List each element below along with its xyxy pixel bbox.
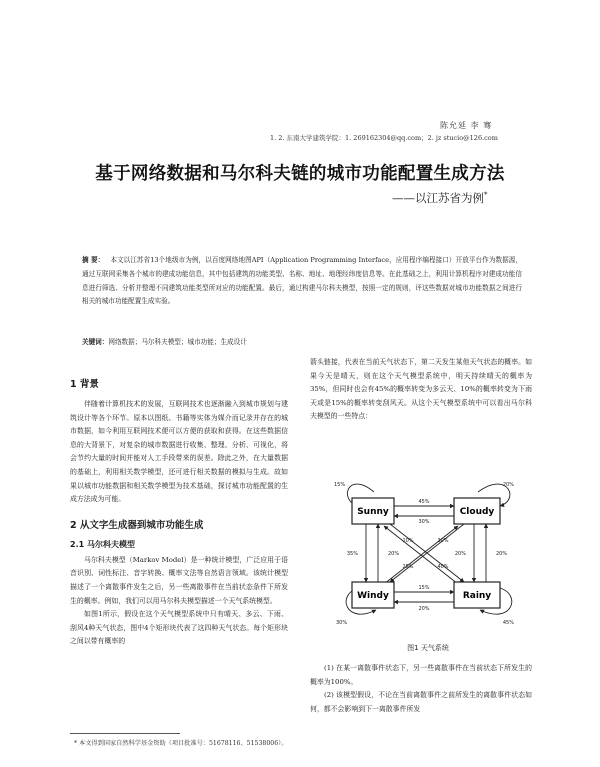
edge-label: 10% bbox=[402, 538, 414, 544]
edge-label: 35% bbox=[346, 551, 358, 557]
section-2-1-heading: 2.1 马尔科夫模型 bbox=[70, 539, 135, 549]
node-label-sunny: Sunny bbox=[357, 507, 389, 517]
edge-label: 40% bbox=[437, 564, 449, 570]
edge-label: 20% bbox=[388, 551, 400, 557]
right-column-list bbox=[310, 662, 532, 716]
section-2-paragraph-2: 如图1所示，假设在这个天气模型系统中只有晴天、多云、下雨、刮风4种天气状态，图中4个矩形块代表了这四种天气状态。每个矩形块之间以带有概率的 bbox=[70, 610, 288, 646]
keywords-label: 关键词： bbox=[82, 338, 109, 346]
paper-subtitle bbox=[392, 190, 488, 206]
edge-label: 20% bbox=[454, 551, 466, 557]
abstract-text: 本文以江苏省13个地级市为例，以百度网络地图API（Application Programming Interface，应用程序编程接口）开放平台作为数据源，通过互联网采集各个城市的建成功能信息，其中包括建筑的功能类型、名称、地址、地理经纬度信息等。在此基础之上，利用计算机程序对建成功能信息进行筛选、分析并整理不同建筑功能类型所对应的功能配置。最后，通过构建马尔科夫模型，按照一定的规则，评这些数据对城市功能数据之间进行相关的城市功能配置生成实验。 bbox=[82, 256, 523, 306]
right-column bbox=[310, 356, 532, 424]
weather-system-diagram bbox=[328, 460, 528, 630]
edge-label: 15% bbox=[334, 482, 346, 488]
section-2-heading: 2 从文字生成器到城市功能生成 bbox=[70, 519, 204, 531]
edge-label: 30% bbox=[418, 519, 430, 525]
section-1-paragraph: 伴随着计算机技术的发展，互联网技术也逐渐融入到城市规划与建筑设计等各个环节。原本以图纸、书籍等实体为媒介而记录并存在的城市数据，如今利用互联网技术便可以方便的获取和获得。在这些数据信息的大背景下，对复杂的城市数据进行收集、整理、分析、可视化，将会节约大量的时间并能对人工手段带来的误差。除此之外，在大量数据的基础上，利用相关数学模型，还可进行相关数据的模拟与生成。故如果以城市功能数据和相关数学模型为技术基础，探讨城市功能配置的生成方法成为可能。 bbox=[70, 400, 288, 504]
edge-label: 30% bbox=[336, 620, 348, 626]
edge-label: 25% bbox=[402, 564, 414, 570]
edge-label: 20% bbox=[502, 482, 514, 488]
subtitle-footnote-mark: * bbox=[484, 191, 488, 200]
edge-label: 45% bbox=[418, 499, 430, 505]
keywords bbox=[82, 336, 522, 346]
edge-label: 30% bbox=[437, 538, 449, 544]
node-label-rainy: Rainy bbox=[462, 591, 492, 601]
footnote-divider bbox=[70, 733, 180, 734]
figure-1-caption: 图1 天气系统 bbox=[407, 644, 449, 652]
footnote: * 本文得到国家自然科学基金资助（项目批准号：51678116、51538006）。 bbox=[74, 740, 288, 747]
author-affiliation: 1. 2. 东南大学建筑学院：1. 269162304@qq.com；2. jz stucio@126.com bbox=[270, 134, 498, 142]
section-1-heading: 1 背景 bbox=[70, 379, 99, 390]
section-2-paragraph-1: 马尔科夫模型（Markov Model）是一种统计模型，广泛应用于语音识别、词性标注、音字转换、概率文法等自然语言领域。该统计模型描述了一个离散事件发生之后，另一些离散事件在当前状态条件下所发生的概率。例如，我们可以用马尔科夫模型描述一个天气系统模型。 bbox=[70, 555, 288, 605]
edge-label: 20% bbox=[418, 606, 430, 612]
edge-label: 20% bbox=[496, 551, 508, 557]
paper-title: 基于网络数据和马尔科夫链的城市功能配置生成方法 bbox=[95, 164, 505, 184]
right-column-paragraph: 箭头链接，代表在当前天气状态下，第二天发生某他天气状态的概率。如果今天是晴天，则在这个天气模型系统中，明天持续晴天的概率为35%，但同时也会有45%的概率转变为多云天、10%的概率转变为下雨天或是15%的概率转变刮风天。从这个天气模型系统中可以看出马尔科夫模型的一些特点： bbox=[310, 358, 532, 421]
list-item-2: (2) 该模型假设，不论在当前离散事件之前所发生的离散事件状态如何，都不会影响到下一离散事件所发 bbox=[310, 691, 532, 713]
subtitle-text: ——以江苏省为例 bbox=[392, 191, 484, 205]
list-item-1: (1) 在某一离散事件状态下，另一些离散事件在当前状态下所发生的概率为100%。 bbox=[310, 664, 532, 686]
edge-label: 15% bbox=[418, 585, 430, 591]
author-names: 陈允延 李 骞 bbox=[440, 121, 493, 130]
node-label-windy: Windy bbox=[357, 591, 389, 601]
left-column bbox=[70, 370, 288, 649]
abstract-label: 摘 要： bbox=[82, 256, 105, 264]
node-label-cloudy: Cloudy bbox=[459, 507, 495, 517]
abstract bbox=[82, 254, 522, 309]
keywords-text: 网络数据；马尔科夫模型；城市功能；生成设计 bbox=[108, 338, 247, 346]
edge-label: 45% bbox=[502, 620, 514, 626]
